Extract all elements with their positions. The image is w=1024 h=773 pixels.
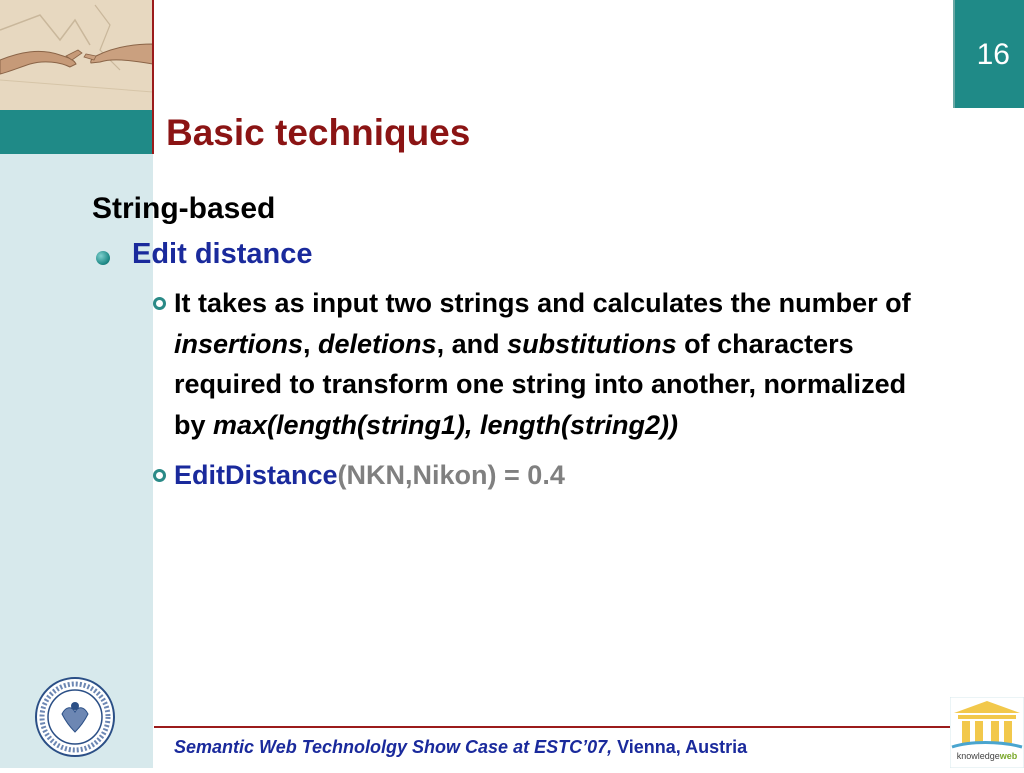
sub-bullet-example [174,455,926,496]
hands-fresco-image [0,0,153,110]
sub-bullet-definition [174,283,926,445]
bullet-text: Edit distance [132,238,313,270]
footer-text [174,737,747,758]
function-name: EditDistance [174,460,338,490]
page-number-box [953,0,1024,108]
footer-location: Vienna, Austria [612,737,748,757]
footer-event: Semantic Web Technololgy Show Case at ESTC’07, [174,737,613,757]
svg-text:knowledgeweb: knowledgeweb [956,751,1018,761]
normalization-formula: max(length(string1), length(string2)) [213,409,679,440]
term-deletions: deletions [318,328,437,359]
header-teal-band [0,110,153,154]
header-divider [152,0,154,154]
function-arguments: (NKN,Nikon) [337,460,497,490]
page-number: 16 [976,38,1010,71]
ring-bullet-icon [153,297,166,310]
term-substitutions: substitutions [507,328,677,359]
definition-text: , [303,328,319,359]
section-heading: String-based [92,192,276,225]
slide-title: Basic techniques [166,112,471,153]
bullet-item [92,238,932,271]
definition-text: It takes as input two strings and calculates the number of [174,288,911,318]
knowledgeweb-logo [950,697,1024,768]
ring-bullet-icon [153,469,166,482]
definition-text: , and [436,328,508,359]
footer-divider [154,726,952,728]
definition-text: of characters required to transform one string into another, normalized by [174,328,907,440]
term-insertions: insertions [174,328,304,359]
university-seal-logo [34,676,116,758]
function-result: = 0.4 [496,460,565,490]
bullet-dot-icon [96,251,110,265]
slide-content [92,192,932,496]
